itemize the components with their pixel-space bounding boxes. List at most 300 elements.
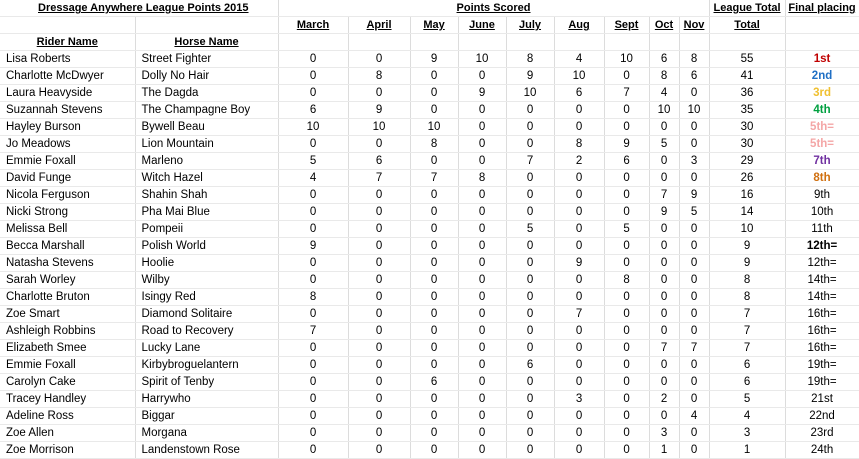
score-cell-oct[interactable]: 0 [649,221,679,238]
score-cell-may[interactable]: 0 [410,238,458,255]
score-cell-april[interactable]: 6 [348,153,410,170]
score-cell-nov[interactable]: 0 [679,170,709,187]
score-cell-oct[interactable]: 5 [649,136,679,153]
month-header-oct[interactable]: Oct [649,17,679,34]
total-cell[interactable]: 30 [709,119,785,136]
score-cell-june[interactable]: 0 [458,374,506,391]
score-cell-april[interactable]: 0 [348,238,410,255]
score-cell-aug[interactable]: 0 [554,408,604,425]
score-cell-may[interactable]: 0 [410,340,458,357]
score-cell-aug[interactable]: 9 [554,255,604,272]
score-cell-aug[interactable]: 0 [554,187,604,204]
score-cell-may[interactable]: 0 [410,425,458,442]
score-cell-sept[interactable]: 7 [604,85,649,102]
placing-cell[interactable]: 16th= [785,323,859,340]
score-cell-aug[interactable]: 7 [554,306,604,323]
rider-name-cell[interactable]: Emmie Foxall [0,153,135,170]
score-cell-april[interactable]: 0 [348,323,410,340]
score-cell-march[interactable]: 0 [278,306,348,323]
score-cell-nov[interactable]: 3 [679,153,709,170]
score-cell-march[interactable]: 0 [278,187,348,204]
horse-name-cell[interactable]: Marleno [135,153,278,170]
score-cell-nov[interactable]: 0 [679,425,709,442]
score-cell-aug[interactable]: 0 [554,272,604,289]
score-cell-aug[interactable]: 2 [554,153,604,170]
total-cell[interactable]: 1 [709,442,785,459]
score-cell-march[interactable]: 0 [278,204,348,221]
horse-name-cell[interactable]: Wilby [135,272,278,289]
score-cell-march[interactable]: 0 [278,442,348,459]
score-cell-july[interactable]: 10 [506,85,554,102]
score-cell-july[interactable]: 0 [506,102,554,119]
placing-cell[interactable]: 3rd [785,85,859,102]
rider-name-cell[interactable]: Natasha Stevens [0,255,135,272]
score-cell-july[interactable]: 5 [506,221,554,238]
score-cell-nov[interactable]: 0 [679,272,709,289]
horse-name-cell[interactable]: Bywell Beau [135,119,278,136]
empty-cell[interactable] [554,34,604,51]
score-cell-aug[interactable]: 0 [554,442,604,459]
score-cell-may[interactable]: 0 [410,289,458,306]
horse-name-cell[interactable]: The Champagne Boy [135,102,278,119]
empty-cell[interactable] [410,34,458,51]
score-cell-march[interactable]: 0 [278,85,348,102]
score-cell-june[interactable]: 8 [458,170,506,187]
total-cell[interactable]: 6 [709,357,785,374]
score-cell-june[interactable]: 10 [458,51,506,68]
score-cell-oct[interactable]: 0 [649,255,679,272]
rider-name-cell[interactable]: Ashleigh Robbins [0,323,135,340]
horse-name-cell[interactable]: Lion Mountain [135,136,278,153]
score-cell-oct[interactable]: 4 [649,85,679,102]
total-cell[interactable]: 5 [709,391,785,408]
horse-name-cell[interactable]: Isingy Red [135,289,278,306]
score-cell-june[interactable]: 0 [458,323,506,340]
total-header[interactable]: Total [709,17,785,34]
score-cell-march[interactable]: 4 [278,170,348,187]
rider-name-header[interactable]: Rider Name [0,34,135,51]
month-header-march[interactable]: March [278,17,348,34]
empty-cell[interactable] [785,17,859,34]
score-cell-sept[interactable]: 0 [604,170,649,187]
score-cell-sept[interactable]: 8 [604,272,649,289]
score-cell-aug[interactable]: 6 [554,85,604,102]
score-cell-april[interactable]: 0 [348,374,410,391]
score-cell-march[interactable]: 0 [278,391,348,408]
month-header-sept[interactable]: Sept [604,17,649,34]
horse-name-header[interactable]: Horse Name [135,34,278,51]
score-cell-sept[interactable]: 0 [604,357,649,374]
month-header-june[interactable]: June [458,17,506,34]
score-cell-april[interactable]: 0 [348,306,410,323]
score-cell-july[interactable]: 0 [506,425,554,442]
score-cell-sept[interactable]: 0 [604,187,649,204]
empty-cell[interactable] [649,34,679,51]
score-cell-june[interactable]: 0 [458,340,506,357]
score-cell-june[interactable]: 9 [458,85,506,102]
score-cell-sept[interactable]: 5 [604,221,649,238]
rider-name-cell[interactable]: Emmie Foxall [0,357,135,374]
placing-cell[interactable]: 11th [785,221,859,238]
score-cell-may[interactable]: 7 [410,170,458,187]
score-cell-aug[interactable]: 0 [554,204,604,221]
month-header-april[interactable]: April [348,17,410,34]
score-cell-aug[interactable]: 0 [554,374,604,391]
score-cell-nov[interactable]: 8 [679,51,709,68]
score-cell-aug[interactable]: 0 [554,289,604,306]
score-cell-nov[interactable]: 0 [679,238,709,255]
placing-cell[interactable]: 22nd [785,408,859,425]
score-cell-aug[interactable]: 0 [554,425,604,442]
rider-name-cell[interactable]: Hayley Burson [0,119,135,136]
score-cell-april[interactable]: 0 [348,340,410,357]
total-cell[interactable]: 26 [709,170,785,187]
score-cell-march[interactable]: 0 [278,408,348,425]
sheet-title[interactable]: Dressage Anywhere League Points 2015 [0,0,278,17]
score-cell-nov[interactable]: 0 [679,357,709,374]
score-cell-may[interactable]: 9 [410,51,458,68]
rider-name-cell[interactable]: Sarah Worley [0,272,135,289]
score-cell-july[interactable]: 9 [506,68,554,85]
placing-cell[interactable]: 5th= [785,136,859,153]
score-cell-sept[interactable]: 0 [604,289,649,306]
total-cell[interactable]: 7 [709,323,785,340]
placing-cell[interactable]: 10th [785,204,859,221]
score-cell-april[interactable]: 0 [348,136,410,153]
score-cell-july[interactable]: 7 [506,153,554,170]
score-cell-july[interactable]: 8 [506,51,554,68]
placing-cell[interactable]: 4th [785,102,859,119]
empty-cell[interactable] [679,34,709,51]
score-cell-may[interactable]: 0 [410,272,458,289]
rider-name-cell[interactable]: Melissa Bell [0,221,135,238]
score-cell-oct[interactable]: 0 [649,170,679,187]
score-cell-march[interactable]: 5 [278,153,348,170]
total-cell[interactable]: 29 [709,153,785,170]
score-cell-march[interactable]: 10 [278,119,348,136]
score-cell-july[interactable]: 6 [506,357,554,374]
horse-name-cell[interactable]: Kirbybroguelantern [135,357,278,374]
league-total-header[interactable]: League Total [709,0,785,17]
score-cell-june[interactable]: 0 [458,119,506,136]
score-cell-june[interactable]: 0 [458,102,506,119]
placing-cell[interactable]: 12th= [785,255,859,272]
score-cell-may[interactable]: 0 [410,306,458,323]
rider-name-cell[interactable]: Laura Heavyside [0,85,135,102]
placing-cell[interactable]: 19th= [785,374,859,391]
rider-name-cell[interactable]: Adeline Ross [0,408,135,425]
score-cell-july[interactable]: 0 [506,408,554,425]
horse-name-cell[interactable]: Harrywho [135,391,278,408]
score-cell-march[interactable]: 0 [278,425,348,442]
score-cell-june[interactable]: 0 [458,408,506,425]
rider-name-cell[interactable]: Elizabeth Smee [0,340,135,357]
score-cell-june[interactable]: 0 [458,187,506,204]
total-cell[interactable]: 16 [709,187,785,204]
score-cell-april[interactable]: 0 [348,187,410,204]
score-cell-april[interactable]: 7 [348,170,410,187]
score-cell-may[interactable]: 0 [410,85,458,102]
score-cell-may[interactable]: 0 [410,408,458,425]
score-cell-july[interactable]: 0 [506,119,554,136]
horse-name-cell[interactable]: Landenstown Rose [135,442,278,459]
score-cell-april[interactable]: 0 [348,85,410,102]
rider-name-cell[interactable]: Zoe Allen [0,425,135,442]
score-cell-march[interactable]: 0 [278,357,348,374]
empty-cell[interactable] [604,34,649,51]
score-cell-oct[interactable]: 6 [649,51,679,68]
score-cell-oct[interactable]: 0 [649,289,679,306]
rider-name-cell[interactable]: Zoe Morrison [0,442,135,459]
score-cell-april[interactable]: 0 [348,442,410,459]
rider-name-cell[interactable]: Tracey Handley [0,391,135,408]
score-cell-sept[interactable]: 10 [604,51,649,68]
score-cell-april[interactable]: 0 [348,255,410,272]
score-cell-march[interactable]: 0 [278,255,348,272]
horse-name-cell[interactable]: Pha Mai Blue [135,204,278,221]
score-cell-may[interactable]: 8 [410,136,458,153]
score-cell-nov[interactable]: 0 [679,136,709,153]
score-cell-may[interactable]: 0 [410,102,458,119]
total-cell[interactable]: 55 [709,51,785,68]
total-cell[interactable]: 6 [709,374,785,391]
score-cell-oct[interactable]: 7 [649,187,679,204]
score-cell-july[interactable]: 0 [506,255,554,272]
score-cell-march[interactable]: 7 [278,323,348,340]
score-cell-march[interactable]: 8 [278,289,348,306]
score-cell-april[interactable]: 0 [348,425,410,442]
total-cell[interactable]: 9 [709,255,785,272]
total-cell[interactable]: 30 [709,136,785,153]
horse-name-cell[interactable]: The Dagda [135,85,278,102]
horse-name-cell[interactable]: Morgana [135,425,278,442]
score-cell-sept[interactable]: 0 [604,119,649,136]
score-cell-may[interactable]: 0 [410,153,458,170]
placing-cell[interactable]: 12th= [785,238,859,255]
final-placing-header[interactable]: Final placing [785,0,859,17]
empty-cell[interactable] [709,34,785,51]
score-cell-sept[interactable]: 0 [604,204,649,221]
score-cell-june[interactable]: 0 [458,153,506,170]
score-cell-oct[interactable]: 3 [649,425,679,442]
placing-cell[interactable]: 21st [785,391,859,408]
placing-cell[interactable]: 2nd [785,68,859,85]
score-cell-aug[interactable]: 0 [554,238,604,255]
score-cell-april[interactable]: 0 [348,289,410,306]
score-cell-aug[interactable]: 0 [554,340,604,357]
placing-cell[interactable]: 16th= [785,340,859,357]
score-cell-nov[interactable]: 0 [679,306,709,323]
score-cell-oct[interactable]: 0 [649,374,679,391]
score-cell-sept[interactable]: 0 [604,442,649,459]
score-cell-june[interactable]: 0 [458,221,506,238]
score-cell-nov[interactable]: 0 [679,255,709,272]
score-cell-sept[interactable]: 0 [604,238,649,255]
placing-cell[interactable]: 7th [785,153,859,170]
score-cell-nov[interactable]: 0 [679,221,709,238]
score-cell-nov[interactable]: 0 [679,374,709,391]
score-cell-oct[interactable]: 7 [649,340,679,357]
score-cell-july[interactable]: 0 [506,306,554,323]
score-cell-nov[interactable]: 0 [679,442,709,459]
score-cell-oct[interactable]: 0 [649,323,679,340]
score-cell-april[interactable]: 9 [348,102,410,119]
score-cell-july[interactable]: 0 [506,204,554,221]
score-cell-april[interactable]: 0 [348,204,410,221]
score-cell-march[interactable]: 0 [278,340,348,357]
score-cell-oct[interactable]: 2 [649,391,679,408]
total-cell[interactable]: 35 [709,102,785,119]
score-cell-may[interactable]: 0 [410,221,458,238]
score-cell-march[interactable]: 6 [278,102,348,119]
empty-cell[interactable] [348,34,410,51]
score-cell-sept[interactable]: 0 [604,323,649,340]
score-cell-aug[interactable]: 4 [554,51,604,68]
empty-cell[interactable] [506,34,554,51]
placing-cell[interactable]: 19th= [785,357,859,374]
score-cell-oct[interactable]: 0 [649,153,679,170]
score-cell-may[interactable]: 10 [410,119,458,136]
score-cell-march[interactable]: 0 [278,68,348,85]
score-cell-march[interactable]: 0 [278,272,348,289]
score-cell-sept[interactable]: 0 [604,255,649,272]
empty-cell[interactable] [458,34,506,51]
score-cell-july[interactable]: 0 [506,391,554,408]
score-cell-sept[interactable]: 0 [604,340,649,357]
score-cell-march[interactable]: 0 [278,374,348,391]
score-cell-april[interactable]: 0 [348,51,410,68]
score-cell-june[interactable]: 0 [458,425,506,442]
score-cell-aug[interactable]: 0 [554,323,604,340]
rider-name-cell[interactable]: Nicola Ferguson [0,187,135,204]
total-cell[interactable]: 8 [709,289,785,306]
score-cell-oct[interactable]: 8 [649,68,679,85]
score-cell-nov[interactable]: 6 [679,68,709,85]
score-cell-nov[interactable]: 9 [679,187,709,204]
rider-name-cell[interactable]: Becca Marshall [0,238,135,255]
empty-cell[interactable] [0,17,135,34]
score-cell-nov[interactable]: 0 [679,323,709,340]
score-cell-aug[interactable]: 0 [554,102,604,119]
placing-cell[interactable]: 14th= [785,272,859,289]
score-cell-sept[interactable]: 0 [604,374,649,391]
score-cell-nov[interactable]: 4 [679,408,709,425]
score-cell-july[interactable]: 0 [506,187,554,204]
score-cell-march[interactable]: 0 [278,51,348,68]
score-cell-april[interactable]: 0 [348,391,410,408]
score-cell-july[interactable]: 0 [506,323,554,340]
month-header-may[interactable]: May [410,17,458,34]
horse-name-cell[interactable]: Lucky Lane [135,340,278,357]
score-cell-oct[interactable]: 0 [649,408,679,425]
placing-cell[interactable]: 24th [785,442,859,459]
score-cell-july[interactable]: 0 [506,170,554,187]
placing-cell[interactable]: 1st [785,51,859,68]
score-cell-nov[interactable]: 10 [679,102,709,119]
rider-name-cell[interactable]: Nicki Strong [0,204,135,221]
points-scored-header[interactable]: Points Scored [278,0,709,17]
empty-cell[interactable] [785,34,859,51]
score-cell-aug[interactable]: 0 [554,170,604,187]
total-cell[interactable]: 36 [709,85,785,102]
score-cell-may[interactable]: 0 [410,204,458,221]
horse-name-cell[interactable]: Shahin Shah [135,187,278,204]
score-cell-oct[interactable]: 0 [649,272,679,289]
score-cell-may[interactable]: 0 [410,187,458,204]
score-cell-june[interactable]: 0 [458,391,506,408]
score-cell-oct[interactable]: 0 [649,119,679,136]
month-header-nov[interactable]: Nov [679,17,709,34]
score-cell-june[interactable]: 0 [458,238,506,255]
score-cell-june[interactable]: 0 [458,204,506,221]
total-cell[interactable]: 4 [709,408,785,425]
placing-cell[interactable]: 8th [785,170,859,187]
score-cell-june[interactable]: 0 [458,289,506,306]
score-cell-may[interactable]: 6 [410,374,458,391]
score-cell-may[interactable]: 0 [410,323,458,340]
score-cell-july[interactable]: 0 [506,289,554,306]
score-cell-nov[interactable]: 0 [679,119,709,136]
score-cell-sept[interactable]: 0 [604,68,649,85]
score-cell-oct[interactable]: 1 [649,442,679,459]
empty-cell[interactable] [278,34,348,51]
score-cell-june[interactable]: 0 [458,68,506,85]
horse-name-cell[interactable]: Pompeii [135,221,278,238]
score-cell-june[interactable]: 0 [458,272,506,289]
rider-name-cell[interactable]: Carolyn Cake [0,374,135,391]
score-cell-oct[interactable]: 10 [649,102,679,119]
score-cell-july[interactable]: 0 [506,442,554,459]
score-cell-june[interactable]: 0 [458,255,506,272]
rider-name-cell[interactable]: Zoe Smart [0,306,135,323]
score-cell-april[interactable]: 0 [348,408,410,425]
horse-name-cell[interactable]: Biggar [135,408,278,425]
score-cell-sept[interactable]: 0 [604,391,649,408]
score-cell-nov[interactable]: 0 [679,289,709,306]
score-cell-april[interactable]: 0 [348,221,410,238]
score-cell-aug[interactable]: 0 [554,357,604,374]
horse-name-cell[interactable]: Spirit of Tenby [135,374,278,391]
placing-cell[interactable]: 9th [785,187,859,204]
score-cell-aug[interactable]: 8 [554,136,604,153]
score-cell-march[interactable]: 0 [278,136,348,153]
score-cell-aug[interactable]: 3 [554,391,604,408]
score-cell-july[interactable]: 0 [506,238,554,255]
score-cell-may[interactable]: 0 [410,68,458,85]
score-cell-sept[interactable]: 0 [604,408,649,425]
score-cell-sept[interactable]: 9 [604,136,649,153]
placing-cell[interactable]: 14th= [785,289,859,306]
horse-name-cell[interactable]: Polish World [135,238,278,255]
score-cell-july[interactable]: 0 [506,340,554,357]
placing-cell[interactable]: 23rd [785,425,859,442]
score-cell-oct[interactable]: 0 [649,357,679,374]
horse-name-cell[interactable]: Road to Recovery [135,323,278,340]
score-cell-march[interactable]: 0 [278,221,348,238]
score-cell-nov[interactable]: 0 [679,391,709,408]
score-cell-sept[interactable]: 6 [604,153,649,170]
score-cell-april[interactable]: 0 [348,357,410,374]
score-cell-june[interactable]: 0 [458,442,506,459]
rider-name-cell[interactable]: Jo Meadows [0,136,135,153]
month-header-july[interactable]: July [506,17,554,34]
score-cell-july[interactable]: 0 [506,374,554,391]
placing-cell[interactable]: 5th= [785,119,859,136]
score-cell-sept[interactable]: 0 [604,306,649,323]
score-cell-may[interactable]: 0 [410,357,458,374]
total-cell[interactable]: 3 [709,425,785,442]
placing-cell[interactable]: 16th= [785,306,859,323]
